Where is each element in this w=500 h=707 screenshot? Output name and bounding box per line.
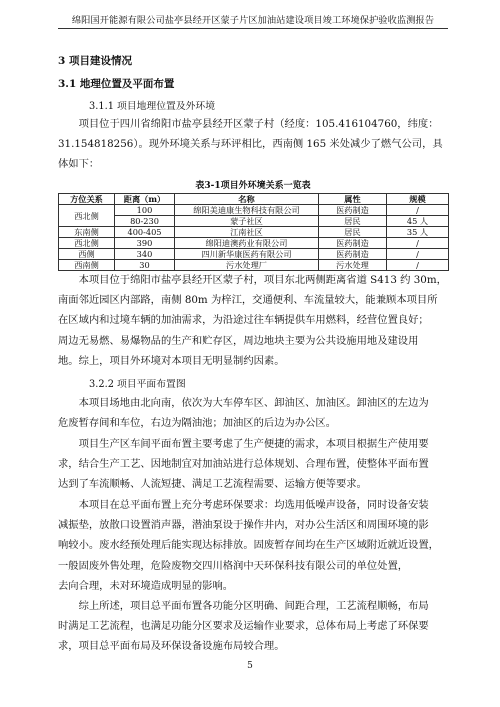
table-header-row	[59, 194, 449, 205]
text-line: 项目生产区车间平面布置主要考虑了生产便捷的需求，本项目根据生产使用要	[78, 438, 429, 450]
section-title: 3 项目建设情况	[58, 55, 132, 67]
table-cell: /	[387, 260, 449, 271]
running-header: 绵阳国开能源有限公司盐亭县经开区蒙子片区加油站建设项目竣工环境保护验收监测报告	[71, 15, 435, 26]
table-cell: 四川新华康医药有限公司	[175, 249, 319, 260]
paragraph-surroundings	[58, 270, 448, 371]
table-header-cell: 名称	[175, 194, 319, 205]
paragraph-conclusion	[58, 596, 448, 657]
paragraph-location	[58, 114, 448, 175]
text-line: 项目位于四川省绵阳市盐亭县经开区蒙子村（经度：105.416104760，纬度：	[78, 118, 439, 130]
table-header-cell: 属性	[319, 194, 387, 205]
page-number: 5	[247, 661, 253, 671]
text-line: 求，结合生产工艺、因地制宜对加油站进行总体规划、合理布置，使整体平面布置	[58, 458, 429, 471]
table-row	[59, 249, 449, 260]
table-cell: 45 人	[387, 216, 449, 227]
header-rule	[58, 28, 448, 29]
table-cell: 西侧	[59, 249, 115, 260]
text-line: 响较小。废水经预处理后能实现达标排放。固废暂存间均在生产区域附近就近设置，	[58, 539, 439, 552]
table-header-cell: 方位关系	[59, 194, 115, 205]
table-cell: 340	[115, 249, 175, 260]
table-cell: 西南侧	[59, 260, 115, 271]
paragraph-production-layout	[58, 434, 448, 495]
subsection-3-1-1-title: 3.1.1 项目地理位置及外环境	[89, 101, 216, 112]
table-row	[59, 260, 449, 271]
table-cell: 35 人	[387, 227, 449, 238]
table-header-cell: 距离（m）	[115, 194, 175, 205]
environment-table	[58, 193, 449, 271]
text-line: 地。综上，项目外环境对本项目无明显制约因素。	[58, 354, 285, 367]
table-row	[59, 238, 449, 249]
paragraph-environmental-layout	[58, 495, 448, 596]
table-cell: 西北侧	[59, 238, 115, 249]
table-cell: 医药制造	[319, 249, 387, 260]
table-cell: 西北侧	[59, 205, 115, 227]
text-line: 本项目位于绵阳市盐亭县经开区蒙子村，项目东北两侧距离省道 S413 约 30m，	[78, 274, 447, 286]
text-line: 综上所述，项目总平面布置各功能分区明确、间距合理，工艺流程顺畅，布局	[78, 600, 429, 612]
table-cell: 居民	[319, 227, 387, 238]
text-line: 本项目场地由北向南，依次为大车停车区、卸油区、加油区。卸油区的左边为	[78, 397, 429, 409]
table-cell: 东南侧	[59, 227, 115, 238]
text-line: 达到了车流顺畅、人流短捷、满足工艺流程需要、运输方便等要求。	[58, 478, 367, 491]
text-line: 31.154818256）。现外环境关系与环评相比，西南侧 165 米处减少了燃气公司，具	[58, 138, 443, 151]
table-cell: 400-405	[115, 227, 175, 238]
table-cell: 医药制造	[319, 205, 387, 216]
text-line: 求，项目总平面布局及环保设备设施布局较合理。	[58, 640, 285, 653]
table-cell: 医药制造	[319, 238, 387, 249]
table-cell: 蒙子社区	[175, 216, 319, 227]
table-cell: 绵阳迪澳药业有限公司	[175, 238, 319, 249]
text-line: 一般固废外售处理，危险废物交四川格润中天环保科技有限公司的单位处置，	[58, 559, 409, 572]
table-row	[59, 216, 449, 227]
table-caption: 表3-1项目外环境关系一览表	[195, 181, 311, 191]
text-line: 周边无易燃、易爆物品的生产和贮存区，周边地块主要为公共设施用地及建设用	[58, 334, 419, 347]
subsection-title: 3.1 地理位置及平面布置	[58, 78, 175, 90]
table-row	[59, 205, 449, 216]
text-line: 本项目在总平面布置上充分考虑环保要求：均选用低噪声设备，同时设备安装	[78, 499, 429, 511]
table-cell: 80-230	[115, 216, 175, 227]
text-line: 时满足工艺流程，也满足功能分区要求及运输作业要求，总体布局上考虑了环保要	[58, 620, 429, 633]
table-cell: /	[387, 249, 449, 260]
table-cell: 绵阳美迪康生物科技有限公司	[175, 205, 319, 216]
table-cell: 390	[115, 238, 175, 249]
text-line: 在区域内和过境车辆的加油需求，为沿途过往车辆提供车用燃料，经营位置良好；	[58, 314, 429, 327]
table-cell: 居民	[319, 216, 387, 227]
table-cell: 30	[115, 260, 175, 271]
text-line: 去向合理，未对环境造成明显的影响。	[58, 579, 234, 592]
text-line: 减振垫，放散口设置消声器，潜油泵设于操作井内，对办公生活区和周围环境的影	[58, 519, 429, 532]
subsection-3-2-2-title: 3.2.2 项目平面布置图	[89, 379, 186, 390]
paragraph-site-layout	[58, 393, 448, 433]
table-header-cell: 规模	[387, 194, 449, 205]
table-cell: /	[387, 238, 449, 249]
table-cell: 污水处理	[319, 260, 387, 271]
table-cell: 江南社区	[175, 227, 319, 238]
text-line: 体如下：	[58, 158, 100, 171]
table-row	[59, 227, 449, 238]
text-line: 危废暂存间和车位，右边为隔油池；加油区的后边为办公区。	[58, 417, 337, 430]
table-cell: 污水处理厂	[175, 260, 319, 271]
table-cell: 100	[115, 205, 175, 216]
table-cell: /	[387, 205, 449, 216]
text-line: 南面邻近园区内部路，南侧 80m 为梓江，交通便利、车流量较大，能兼顾本项目所	[58, 294, 438, 307]
